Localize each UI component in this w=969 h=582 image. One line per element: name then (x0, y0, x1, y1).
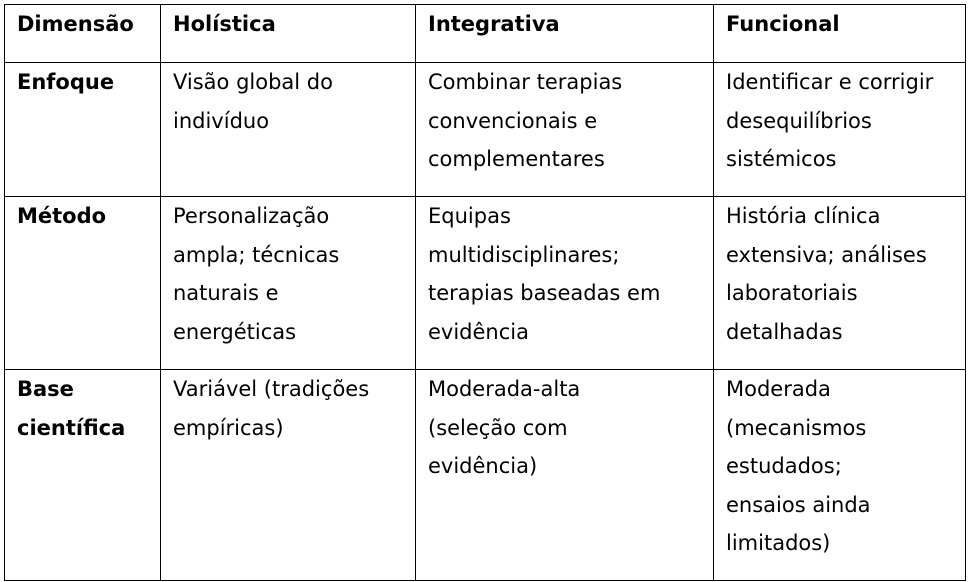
cell-enfoque-integrativa: Combinar terapias convencionais e complementares (416, 63, 714, 197)
table-row (5, 197, 966, 370)
table-header-row (5, 5, 966, 63)
cell-metodo-holistica: Personalização ampla; técnicas naturais e energéticas (161, 197, 416, 370)
cell-metodo-funcional: História clínica extensiva; análises laboratoriais detalhadas (714, 197, 966, 370)
row-label-metodo: Método (5, 197, 161, 370)
header-cell-holistica: Holística (161, 5, 416, 63)
table-row (5, 63, 966, 197)
cell-base-holistica: Variável (tradições empíricas) (161, 370, 416, 581)
cell-base-funcional: Moderada (mecanismos estudados; ensaios ainda limitados) (714, 370, 966, 581)
cell-base-integrativa: Moderada-alta (seleção com evidência) (416, 370, 714, 581)
table-row (5, 370, 966, 581)
header-cell-dimensao: Dimensão (5, 5, 161, 63)
header-cell-funcional: Funcional (714, 5, 966, 63)
row-label-base-cientifica: Base científica (5, 370, 161, 581)
comparison-table (4, 4, 966, 581)
cell-enfoque-holistica: Visão global do indivíduo (161, 63, 416, 197)
cell-enfoque-funcional: Identificar e corrigir desequilíbrios sistémicos (714, 63, 966, 197)
row-label-enfoque: Enfoque (5, 63, 161, 197)
header-cell-integrativa: Integrativa (416, 5, 714, 63)
cell-metodo-integrativa: Equipas multidisciplinares; terapias baseadas em evidência (416, 197, 714, 370)
